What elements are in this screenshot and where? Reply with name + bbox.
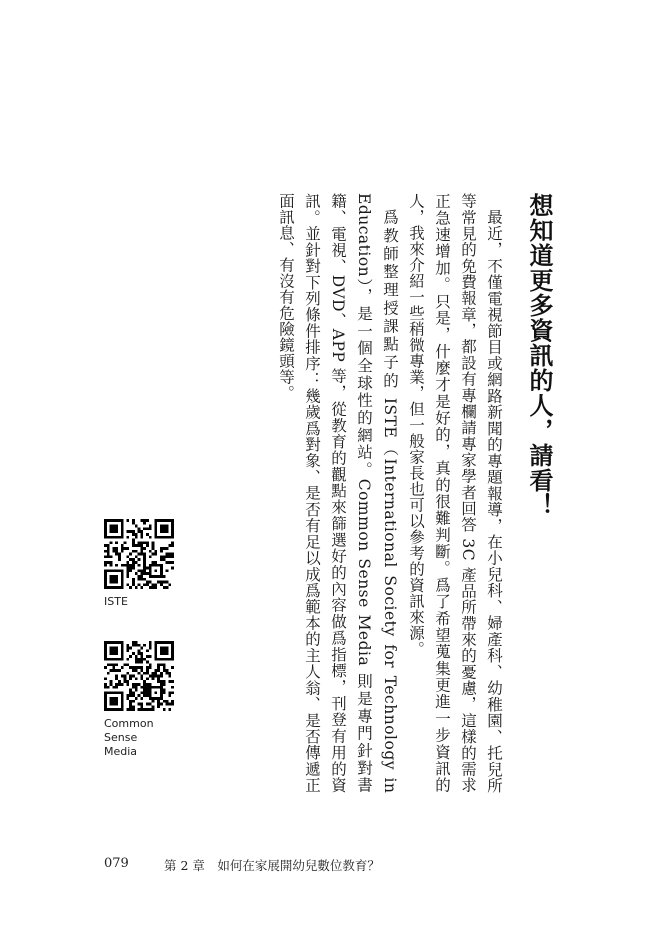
qr-code-iste-image: [104, 519, 174, 589]
article-headline: 想知道更多資訊的人，請看！: [525, 193, 553, 518]
qr-label-iste: ISTE: [104, 595, 128, 608]
qr-label-common-sense-media: Common Sense Media: [104, 717, 154, 758]
paragraph-1: 最近，不僅電視節目或網路新聞的專題報導，在小兒科、婦產科、幼稚園、托兒所等常見的免費報章，都設有專欄請專家學者回答 3C 產品所帶來的憂慮，這樣的需求正急速增加。只是，什麼才是好的，真的很難判斷。爲了希望蒐集更進一步資訊的人，我來介紹一些稍微專業，但一般家長也可以參考的資訊來源。: [407, 193, 503, 793]
paragraph-2: 爲教師整理授課點子的 ISTE（International Society for Technology in Education），是一個全球性的網站。Common Sense Media 則是專門針對書籍、電視、DVD、APP 等，從教育的觀點來篩選好的內容做爲指標，刊登有用的資訊。並針對下列條件排序：幾歲爲對象、是否有足以成爲範本的主人翁、是否傳遞正面訊息、有沒有危險鏡頭等。: [277, 193, 399, 793]
chapter-title: 第 2 章 如何在家展開幼兒數位教育？: [164, 858, 380, 873]
page-number: 079: [104, 856, 129, 871]
qr-code-csm-image: [104, 641, 174, 711]
qr-code-iste[interactable]: [104, 519, 174, 609]
article-body: [115, 193, 555, 793]
qr-code-common-sense-media[interactable]: [104, 641, 174, 759]
